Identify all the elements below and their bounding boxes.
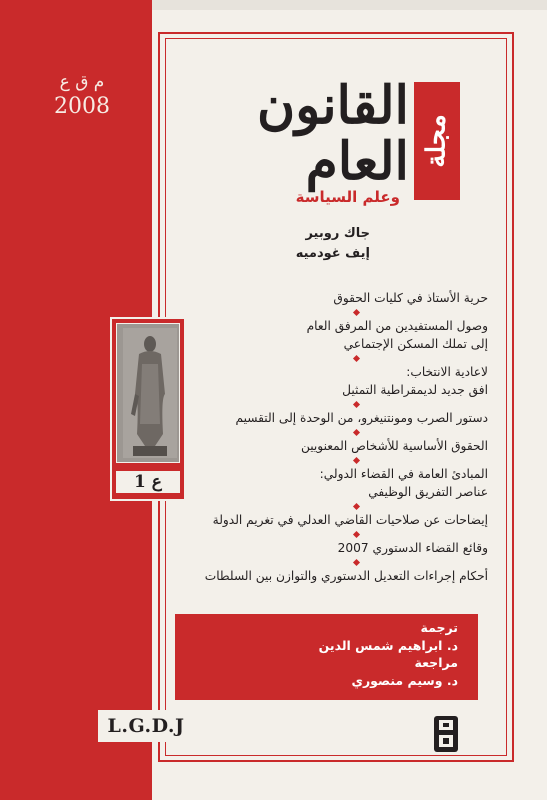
toc-line: لاعادية الانتخاب: bbox=[406, 365, 488, 379]
toc-line: وقائع القضاء الدستوري 2007 bbox=[337, 541, 488, 555]
diamond-separator-icon bbox=[232, 455, 488, 465]
diamond-separator-icon bbox=[232, 307, 488, 317]
credits-box bbox=[175, 614, 478, 700]
author-name: جاك روبير bbox=[305, 226, 370, 241]
toc-line: الحقوق الأساسية للأشخاص المعنويين bbox=[300, 439, 488, 453]
toc-item bbox=[232, 465, 488, 501]
toc-line: دستور الصرب ومونتنيغرو، من الوحدة إلى التقسيم bbox=[235, 411, 488, 425]
edition-code: م ق ع bbox=[59, 72, 105, 92]
toc-item bbox=[232, 539, 488, 557]
title-line-1: القانون bbox=[257, 75, 409, 136]
subtitle: وعلم السياسة bbox=[295, 188, 400, 206]
top-strip bbox=[152, 0, 547, 10]
statue-image bbox=[116, 323, 180, 463]
diamond-separator-icon bbox=[232, 399, 488, 409]
toc-item bbox=[232, 317, 488, 353]
toc-line: أحكام إجراءات التعديل الدستوري والتوازن بين السلطات bbox=[204, 569, 488, 583]
toc-item bbox=[204, 567, 488, 585]
translation-label: ترجمة bbox=[420, 620, 458, 635]
toc-line: عناصر التفريق الوظيفي bbox=[368, 485, 488, 499]
toc-line: حرية الأستاذ في كليات الحقوق bbox=[333, 291, 488, 305]
diamond-separator-icon bbox=[232, 557, 488, 567]
cover-photo-panel bbox=[110, 317, 186, 501]
toc-item bbox=[232, 409, 488, 427]
review-label: مراجعة bbox=[414, 655, 458, 670]
publisher-monogram-icon bbox=[432, 714, 460, 754]
journal-label: مجلة bbox=[422, 114, 453, 168]
diamond-separator-icon bbox=[232, 353, 488, 363]
toc-line: إلى تملك المسكن الإجتماعي bbox=[343, 337, 488, 351]
diamond-separator-icon bbox=[232, 529, 488, 539]
reviewer-name: د. وسيم منصوري bbox=[351, 672, 458, 688]
journal-label-box bbox=[414, 82, 460, 200]
issue-number: ع 1 bbox=[116, 471, 180, 493]
toc-line: إيضاحات عن صلاحيات القاضي العدلي في تغريم الدولة bbox=[212, 513, 488, 527]
table-of-contents bbox=[204, 289, 488, 585]
edition-info bbox=[40, 72, 124, 119]
toc-line: المبادئ العامة في القضاء الدولي: bbox=[319, 467, 488, 481]
title-line-2: العام bbox=[305, 131, 409, 192]
author-name: إيف غودميه bbox=[295, 246, 370, 261]
toc-item bbox=[232, 289, 488, 307]
diamond-separator-icon bbox=[232, 501, 488, 511]
toc-item bbox=[232, 437, 488, 455]
toc-line: وصول المستفيدين من المرفق العام bbox=[306, 319, 488, 333]
diamond-separator-icon bbox=[232, 427, 488, 437]
toc-line: افق جديد لديمقراطية التمثيل bbox=[342, 383, 488, 397]
authors bbox=[200, 224, 370, 264]
toc-item bbox=[212, 511, 488, 529]
toc-item bbox=[232, 363, 488, 399]
statue-icon bbox=[117, 324, 180, 462]
translator-name: د. ابراهيم شمس الدين bbox=[318, 637, 458, 653]
edition-year: 2008 bbox=[54, 94, 110, 119]
publisher-logo: L.G.D.J bbox=[98, 710, 194, 742]
